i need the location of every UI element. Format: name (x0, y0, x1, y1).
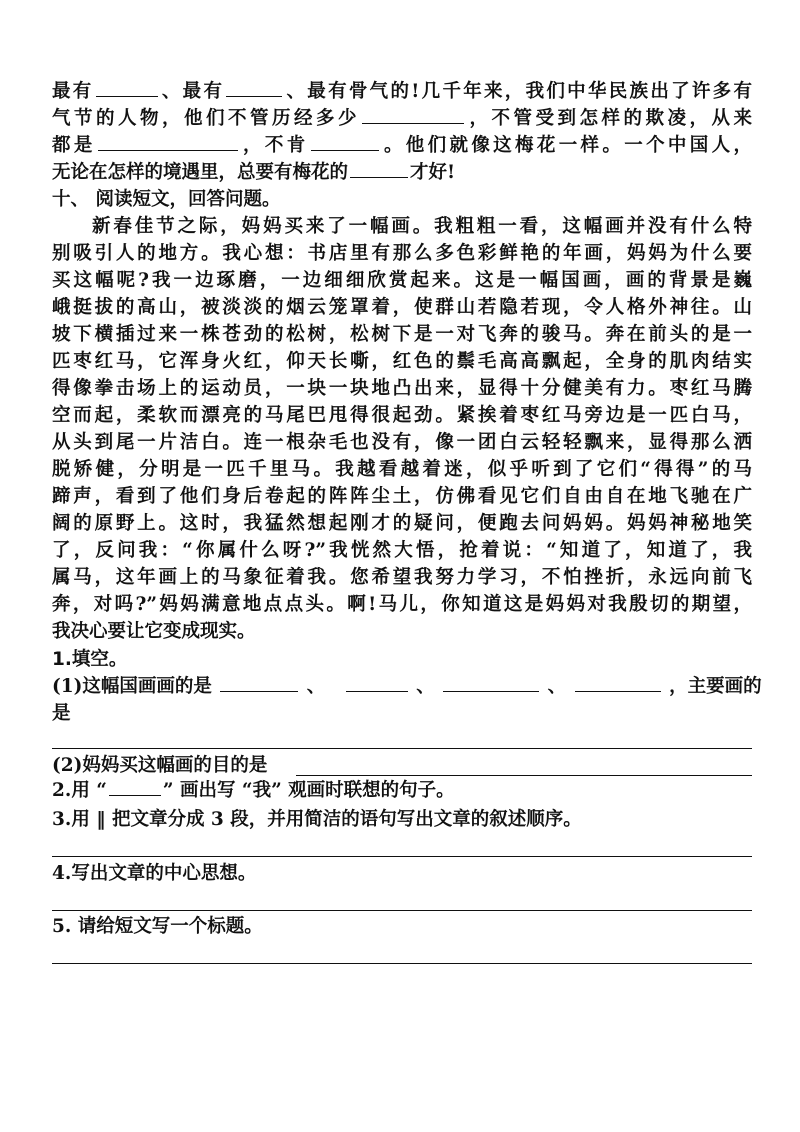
passage-line: 奔，对吗?”妈妈满意地点点头。啊!马儿，你知道这是妈妈对我殷切的期望， (52, 594, 752, 615)
answer-line[interactable] (52, 856, 752, 857)
question-2: 2.用 “ ” 画出写 “我” 观画时联想的句子。 (52, 780, 455, 801)
answer-blank[interactable] (109, 778, 161, 796)
worksheet-page (52, 78, 752, 645)
passage-line: 阔的原野上。这时，我猛然想起刚才的疑问，便跑去问妈妈。妈妈神秘地笑 (52, 513, 752, 534)
text-line: 最有 、最有 、最有骨气的!几千年来，我们中华民族出了许多有 (52, 81, 752, 102)
answer-blank[interactable] (96, 79, 158, 97)
question-5: 5. 请给短文写一个标题。 (52, 916, 263, 937)
passage-line: 匹枣红马，它浑身火红，仰天长嘶，红色的鬃毛高高飘起，全身的肌肉结实 (52, 351, 752, 372)
passage-line: 得像拳击场上的运动员，一块一块地凸出来，显得十分健美有力。枣红马腾 (52, 378, 752, 399)
text-line: 气节的人物，他们不管历经多少 ，不管受到怎样的欺凌，从来 (52, 108, 752, 129)
section-heading: 十、 阅读短文，回答问题。 (52, 189, 281, 210)
answer-blank[interactable] (311, 133, 379, 151)
passage-line: 属马，这年画上的马象征着我。您希望我努力学习，不怕挫折，永远向前飞 (52, 567, 752, 588)
answer-blank[interactable] (350, 160, 408, 178)
reading-passage (52, 213, 752, 645)
question-1-2: (2)妈妈买这幅画的目的是 (52, 755, 268, 776)
question-1-1: (1)这幅国画画的是 、 、 、 ，主要画的 是 (52, 676, 762, 724)
passage-line: 了，反问我：“你属什么呀?”我恍然大悟，抢着说：“知道了，知道了，我 (52, 540, 752, 561)
answer-line[interactable] (296, 775, 752, 776)
passage-line: 别吸引人的地方。我心想：书店里有那么多色彩鲜艳的年画，妈妈为什么要 (52, 243, 752, 264)
answer-blank[interactable] (575, 674, 661, 692)
passage-line: 峨挺拔的高山，被淡淡的烟云笼罩着，使群山若隐若现，令人格外神往。山 (52, 297, 752, 318)
text-line: 无论在怎样的境遇里，总要有梅花的 才好! (52, 162, 456, 183)
passage-line: 脱矫健，分明是一匹千里马。我越看越着迷，似乎听到了它们“得得”的马 (52, 459, 752, 480)
passage-line: 从头到尾一片洁白。连一根杂毛也没有，像一团白云轻轻飘来，显得那么洒 (52, 432, 752, 453)
passage-line: 蹄声，看到了他们身后卷起的阵阵尘土，仿佛看见它们自由自在地飞驰在广 (52, 486, 752, 507)
passage-line: 空而起，柔软而漂亮的马尾巴甩得很起劲。紧挨着枣红马旁边是一匹白马， (52, 405, 752, 426)
answer-blank[interactable] (226, 79, 282, 97)
passage-line: 坡下横插过来一株苍劲的松树，松树下是一对飞奔的骏马。奔在前头的是一 (52, 324, 752, 345)
answer-blank[interactable] (362, 106, 464, 124)
question-4: 4.写出文章的中心思想。 (52, 863, 257, 884)
passage-line: 买这幅呢?我一边琢磨，一边细细欣赏起来。这是一幅国画，画的背景是巍 (52, 270, 752, 291)
passage-line: 我决心要让它变成现实。 (52, 621, 256, 642)
answer-line[interactable] (52, 963, 752, 964)
question-1-title: 1.填空。 (52, 649, 128, 670)
question-3: 3.用 ‖ 把文章分成 3 段，并用简洁的语句写出文章的叙述顺序。 (52, 809, 582, 830)
text-line: 都是 ，不肯 。他们就像这梅花一样。一个中国人， (52, 135, 752, 156)
answer-blank[interactable] (220, 674, 298, 692)
passage-line: 新春佳节之际，妈妈买来了一幅画。我粗粗一看，这幅画并没有什么特 (92, 216, 752, 237)
answer-line[interactable] (52, 910, 752, 911)
answer-blank[interactable] (443, 674, 539, 692)
answer-blank[interactable] (346, 674, 408, 692)
answer-blank[interactable] (98, 133, 238, 151)
answer-line[interactable] (52, 748, 752, 749)
